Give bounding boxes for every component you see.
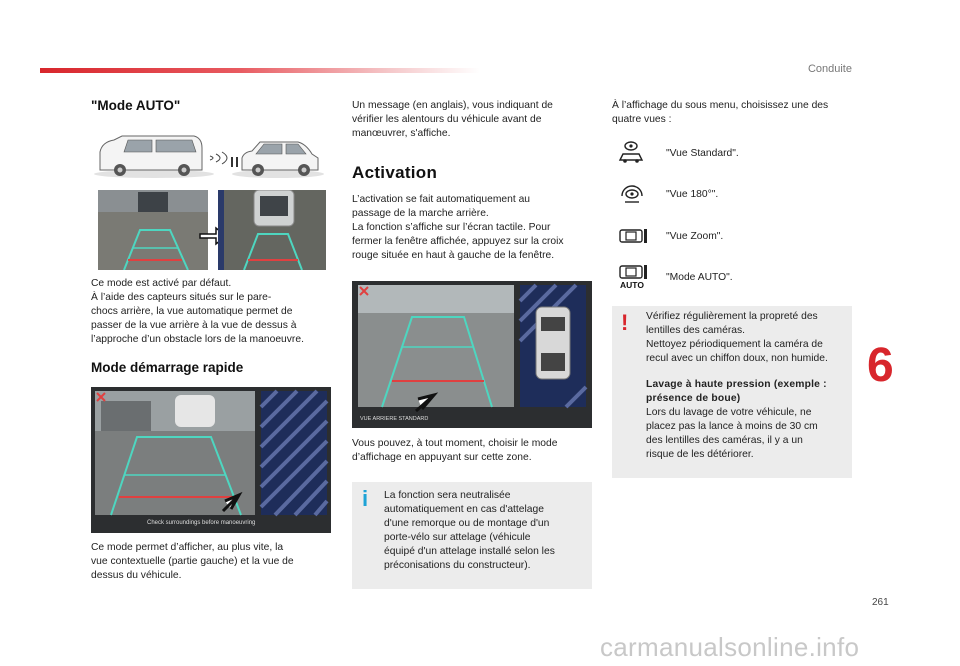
info-icon: i	[362, 486, 369, 511]
standard-view-screen-image	[352, 281, 592, 428]
warning-icon: !	[621, 310, 629, 335]
rear-camera-image	[98, 190, 208, 270]
top-view-camera-image	[218, 190, 326, 270]
zoom-view-icon	[618, 226, 648, 246]
info-box	[352, 482, 592, 589]
warning-box-text: Vérifiez régulièrement la propreté des lentilles des caméras. Nettoyez périodiquement la caméra de recul avec un chiffon doux, non humide.	[646, 311, 828, 364]
view-option-auto[interactable]: "Mode AUTO".	[666, 272, 733, 283]
chapter-number: 6	[867, 339, 894, 392]
warning-message-text: Un message (en anglais), vous indiquant de vérifier les alentours du véhicule avant de manœuvrer, s'affiche.	[352, 100, 553, 139]
high-pressure-text: Lors du lavage de votre véhicule, ne placez pas la lance à moins de 30 cm des lentilles des caméras, il y a un risque de les détériorer.	[646, 407, 818, 460]
choose-mode-description: Vous pouvez, à tout moment, choisir le mode d’affichage en appuyant sur cette zone.	[352, 438, 558, 463]
quick-start-banner: Check surroundings before manoeuvring	[147, 520, 256, 526]
quick-start-heading: Mode démarrage rapide	[91, 360, 244, 375]
quick-start-screen-image	[91, 387, 331, 533]
high-pressure-heading: Lavage à haute pression (exemple : présence de boue)	[646, 379, 827, 404]
view-option-180[interactable]: "Vue 180°".	[666, 189, 719, 200]
header-color-bar	[40, 68, 480, 73]
activation-description: L’activation se fait automatiquement au passage de la marche arrière. La fonction s’affiche sur l’écran tactile. Pour fermer la fenêtre affichée, appuyez sur la croix rouge située en haut à gauche de la fenêtre.	[352, 194, 564, 261]
standard-view-banner: VUE ARRIERE STANDARD	[360, 416, 429, 422]
warning-box	[612, 306, 852, 478]
section-title: Conduite	[807, 63, 852, 75]
auto-mode-icon-label: AUTO	[620, 280, 644, 290]
quick-start-description: Ce mode permet d’afficher, au plus vite, la vue contextuelle (partie gauche) et la vue de dessus du véhicule.	[91, 542, 294, 581]
auto-mode-heading: "Mode AUTO"	[91, 98, 181, 113]
view-option-standard[interactable]: "Vue Standard".	[666, 148, 739, 159]
180-view-icon	[619, 182, 645, 206]
auto-mode-description: Ce mode est activé par défaut. À l’aide des capteurs situés sur le pare- chocs arrière, la vue automatique permet de passer de la vue arrière à la vue de dessus à l’approche d’un obstacle lors de la manoeuvre.	[91, 278, 304, 345]
page-number: 261	[872, 597, 889, 608]
view-option-zoom[interactable]: "Vue Zoom".	[666, 231, 724, 242]
standard-view-icon	[617, 140, 645, 164]
watermark: carmanualsonline.info	[600, 632, 860, 662]
vehicles-illustration	[92, 130, 328, 182]
auto-mode-icon	[618, 264, 648, 280]
activation-heading: Activation	[352, 163, 438, 182]
submenu-intro: À l’affichage du sous menu, choisissez une des quatre vues :	[612, 100, 829, 125]
info-box-text: La fonction sera neutralisée automatiquement en cas d'attelage d'une remorque ou de montage d'un porte-vélo sur attelage (véhicule équipé d'un attelage installé selon les préconisations du constructeur).	[384, 490, 555, 571]
